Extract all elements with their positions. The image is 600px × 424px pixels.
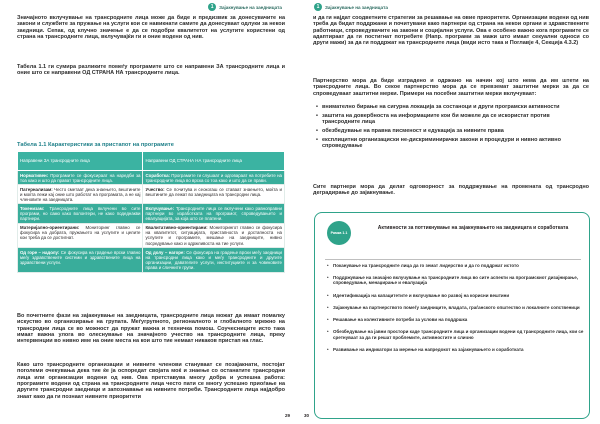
table-cell (18, 171, 143, 185)
page-header (208, 3, 282, 11)
table-row (18, 248, 285, 272)
cell-key: Квалитативно-ориентирани: (145, 225, 208, 231)
cell-key: Учество: (145, 186, 165, 192)
cell-text: Трансродните лица се вклучени како равноправни партнери во изработката на програмот, спроведувањето и евалуацијата, за која што се платени. (145, 205, 282, 222)
cell-key: Вклучување: (145, 205, 175, 211)
safeguards-list (316, 104, 588, 152)
cell-text: Се фокусира на градење врски главно меѓу здравствените системи и здравствените лица на здравствени услуги. (20, 249, 141, 265)
cell-key: Од долу – нагоре: (145, 249, 185, 255)
list-item: • внимателно бирање на сигурна локација за состаноци и други програмски активности (316, 104, 588, 110)
shared-responsibility-paragraph: Сите партнери мора да делат одговорност за поддржување на промената од трансродно деградирање до зајакнување. (313, 184, 589, 197)
box-divider (325, 259, 581, 260)
chapter-number-badge: 1 (314, 3, 322, 11)
list-item: • Решавање на колективните потреби за услови на поддршка (327, 317, 585, 322)
cell-key: Материјално-ориентирани: (20, 225, 80, 231)
chapter-number-badge: 1 (208, 3, 216, 11)
cell-key: Токенизам: (20, 205, 45, 211)
cell-key: Соработка: (145, 172, 170, 178)
page-header (314, 3, 388, 11)
box-title: Активности за поттикнување на зајакнувањето на заедницата и соработката (377, 225, 569, 231)
box-activities-list (327, 263, 585, 359)
list-item: • Поддржување на значајно вклучување на трансродните лица во сите аспекти на програмскиот дизајнирање, спроведување, менаџирање и евалуација (327, 275, 585, 286)
table-cell (18, 248, 143, 272)
table-cell (18, 204, 143, 223)
cell-text: Трансродните лица вклучени во сите програми, но само како волонтери, не како подеднакви партнери. (20, 205, 141, 222)
page-number: 30 (304, 413, 310, 418)
cell-text: Програмите се фокусираат на нарeдби за тоа како и што да прават трансродните лица. (20, 172, 141, 183)
cell-text: Често сметаат дека знаењето, вештините и моќта лежи кај оние што работат на програмата, а не кај членовите на заедницата. (20, 186, 141, 202)
table-cell (143, 248, 285, 272)
cell-text: Мониторинг главно се фокусира на добрата, пружањето на услугите и целите кои треба да се достигнат. (20, 225, 141, 241)
table-cell (143, 185, 285, 204)
organizations-paragraph: Како што трансродните организации и нивните членови стануваат се позајакнати, постојат поголеми очекувања дека тие ќе ја оспоредат својата моќ и знаење со останатите трансродни лица или организации водени од нив. Ова претставува многу добра и успешна работа: програмите водени од страна на трансродните лица често пати се многу успешно приоѓање на другите трансродни заедници и запознавање на нивните потреби. Трансродните лица најдобро знаат како да ги познаат нивните приоритети (17, 362, 285, 400)
table-cell (18, 223, 143, 247)
programs-table (17, 151, 285, 273)
cell-text: Програмите ги слушаат и одговараат на потребите на трансродните лица во врска со тоа како и што да се прави. (145, 172, 282, 183)
list-item: • Обезбедување на јавни простори каде трансродните лица и организации водени од трансродните лица, кои се сретнуваат за да ги решат проблемите, активностите и слично (327, 329, 585, 340)
list-item: • Зајакнување на партнерството помеѓу заедниците, владата, граѓанското општество и локалните сопственици (327, 305, 585, 310)
cell-text: Се почитува и сеокогаш се ставаат знаењето, моќта и вештините да лежат во заедницата на трансродни лица. (145, 186, 282, 197)
continuation-paragraph: и да ги најдат соодветните стратегии за решавање на овие приоритети. Организации водени од нив треба да бидат поддржани и почитувани како партнери од страна на некои органи и здравствените работници, спроведувачите на закони и социјални услуги. Ова е особено важно кога програмите се адаптираат да ги постигнат потребите (Напр. програми за мажи што имаат секуални односи со други мажи) за да ги поддржат на трансродните лица (види исто така и Поглавје 4, Секција 4.3.2) (313, 15, 589, 47)
table-row (18, 204, 285, 223)
list-item: • Поканување на трансродните лица да го земат лидерство и да го поддржат истото (327, 263, 585, 268)
table-intro-paragraph: Табела 1.1 ги сумира разликите помеѓу програмите што се направени ЗА трансродните лица и оние што се направени ОД СТРАНА НА трансродните лица. (17, 64, 285, 77)
table-cell (143, 204, 285, 223)
table-row (18, 223, 285, 247)
table-header-by: Направени ОД СТРАНА НА трансродните лица (143, 152, 285, 171)
right-page (300, 0, 600, 424)
cell-key: Нормативен: (20, 172, 49, 178)
chapter-title: Зајакнување на заедницата (219, 4, 282, 10)
page-number: 29 (284, 413, 290, 418)
table-cell (143, 223, 285, 247)
list-item: • Идентификација на капацитетите и вклучување во развој на корисни вештини (327, 293, 585, 298)
table-row (18, 171, 285, 185)
table-caption: Табела 1.1 Карактеристики за пристапот на програмите (17, 142, 174, 148)
intro-paragraph: Значајното вклучување на трансродните лица може да биде и предизвик за донесувачите на закони и службите за пружање на услуги кои се навикнати самите да донесуваат одлуки за некои заедници. Сепак, од клучно значење е да се подобри квалитетот на услугите користени од страна на трансродните лица, вклучувајќи ги и оние водени од нив. (17, 15, 285, 41)
cell-text: Се фокусира на градење врски меѓу заедници на трансродни лица како и меѓу трансродните и другите организации, давателите услуги, институциите и за човековите права и сличните групи. (145, 249, 283, 270)
cell-text: Мониторингот главно се фокусира на квалитетот, ситуацијата, пристапноста и достапноста на услугите и програмите, мешање на заедниците, нивно посредување како и одржливоста на тие услуги. (145, 225, 282, 246)
list-item: • обезбедување на правна писменост и едукација за нивните права (316, 128, 588, 134)
table-header-row (18, 152, 285, 171)
list-item: • експлицитни организациски не-дискриминирачки закони и процедури и нивно активно спроведување (316, 137, 588, 150)
table-row (18, 185, 285, 204)
cell-key: Од горе – надолу: (20, 249, 60, 255)
cell-key: Патернализам: (20, 186, 53, 192)
chapter-title: Зајакнување на заедницата (325, 4, 388, 10)
table-cell (143, 171, 285, 185)
list-item: • заштита на довербноста на информациите кои би можеле да се искористат против трансродните лица (316, 113, 588, 126)
table-header-for: Направени ЗА трансродните лица (18, 152, 143, 171)
list-item: • Развивање на индикатори за мерење на напредокот на зајакнувањето и соработката (327, 347, 585, 352)
early-phase-paragraph: Во почетните фази на зајакнување на заедницата, трансродните лица можат да имаат помалку искуство во организирање на групата. Меѓугрупното, регионалното и глобалното мрежно на трансродни лица се во можност да пружат важна и техничка помош. Соучесниците исто така имаат важна улога во олеснување на значајното учество на трансродните лица, преку интервенции во нивно име на оние места на кои што тие немаат никаков пристап на глас. (17, 313, 285, 345)
box-badge: Рамка 1.1 (327, 221, 351, 245)
partnership-paragraph: Партнерство мора да биде изградено и одржано на начин кој што нема да им штети на трансродните лица. Во секое партнерство мора да се превземат заштитни мерки за да се спроведуваат заштитни мерки. Примери на посебни заштитни мерки вклучуваат: (313, 78, 589, 97)
activities-box (314, 212, 590, 419)
table-cell (18, 185, 143, 204)
